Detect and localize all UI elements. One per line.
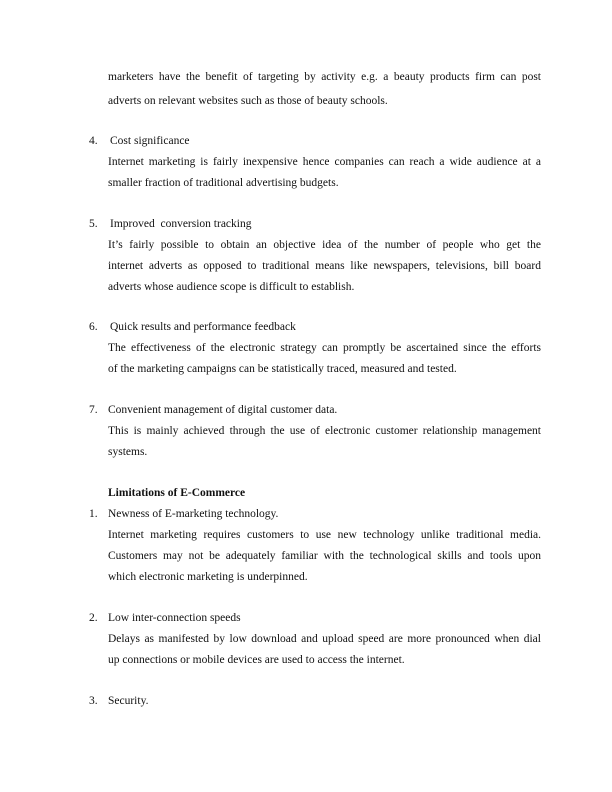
item-body-line: This is mainly achieved through the use of electronic customer relationship management xyxy=(108,425,541,437)
item-body-line: adverts whose audience scope is difficult to establish. xyxy=(108,281,355,293)
item-number-4: 4. xyxy=(89,135,98,147)
item-number-7: 7. xyxy=(89,404,98,416)
item-number-1: 1. xyxy=(89,508,98,520)
item-number-5: 5. xyxy=(89,218,98,230)
item-title-cost-significance: Cost significance xyxy=(110,135,190,147)
item-number-6: 6. xyxy=(89,321,98,333)
item-body-line: smaller fraction of traditional advertising budgets. xyxy=(108,177,339,189)
intro-line-1: marketers have the benefit of targeting by activity e.g. a beauty products firm can post xyxy=(108,71,541,83)
item-body-line: Delays as manifested by low download and upload speed are more pronounced when dial xyxy=(108,633,541,645)
intro-line-2: adverts on relevant websites such as those of beauty schools. xyxy=(108,95,388,107)
item-body-line: systems. xyxy=(108,446,148,458)
section-heading-limitations: Limitations of E-Commerce xyxy=(108,487,246,499)
item-body-line: internet adverts as opposed to traditional means like newspapers, televisions, bill board xyxy=(108,260,541,272)
item-title-newness: Newness of E-marketing technology. xyxy=(108,508,279,520)
item-body-line: of the marketing campaigns can be statistically traced, measured and tested. xyxy=(108,363,457,375)
item-body-line: Internet marketing is fairly inexpensive hence companies can reach a wide audience at a xyxy=(108,156,541,168)
item-title-quick-results: Quick results and performance feedback xyxy=(110,321,296,333)
item-body-line: The effectiveness of the electronic strategy can promptly be ascertained since the efforts xyxy=(108,342,541,354)
item-title-low-speeds: Low inter-connection speeds xyxy=(108,612,241,624)
item-body-line: Internet marketing requires customers to use new technology unlike traditional media. xyxy=(108,529,541,541)
item-title-conversion-tracking: Improved conversion tracking xyxy=(110,218,252,230)
item-body-line: It’s fairly possible to obtain an objective idea of the number of people who get the xyxy=(108,239,541,251)
item-body-line: which electronic marketing is underpinned. xyxy=(108,571,308,583)
item-number-2: 2. xyxy=(89,612,98,624)
item-number-3: 3. xyxy=(89,695,98,707)
item-title-security: Security. xyxy=(108,695,149,707)
item-title-customer-data: Convenient management of digital customer data. xyxy=(108,404,338,416)
item-body-line: up connections or mobile devices are used to access the internet. xyxy=(108,654,405,666)
item-body-line: Customers may not be adequately familiar with the technological skills and tools upon xyxy=(108,550,541,562)
